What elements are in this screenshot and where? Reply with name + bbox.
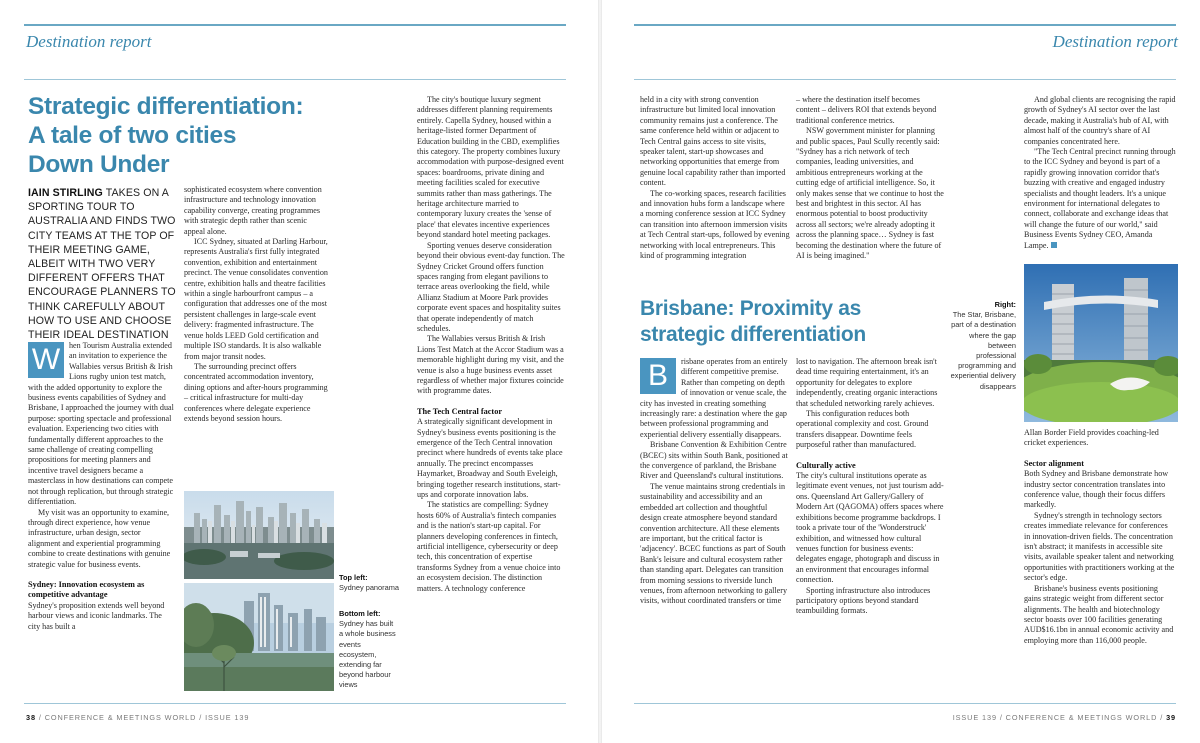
paragraph: hen Tourism Australia extended an invitation to experience the Wallabies versus British & Irish Lions rugby union test match, with the added opportunity to explore the business events capabilities of Sydney and Brisbane, I approached the journey with dual purpose: sporting spectacle and professional evaluation. Experiencing two cities with fundamentally different approaches to the same challenge of creating compelling propositions for meeting planners and incentive travel designers became a masterclass in how destinations can compete not through replication, but through strategic differentiation.	[28, 341, 174, 507]
paragraph: A strategically significant development in Sydney's business events positioning is the emergence of the Tech Central innovation precinct where hundreds of events take place annually. The precinct encompasses Haymarket, Broadway and South Eveleigh, bringing together research institutions, start-ups and corporate innovation labs.	[417, 417, 563, 500]
footer-text: ISSUE 139 / CONFERENCE & MEETINGS WORLD /	[952, 713, 1164, 722]
the-star-brisbane-photo	[1024, 264, 1178, 422]
paragraph: NSW government minister for planning and public spaces, Paul Scully recently said: "Sydney has a rich network of tech companies, leading universities, and ambitious entrepreneurs working at the cutting edge of artificial intelligence. So, it only makes sense that we continue to host the best and brightest in this sector. AI has enormous potential to boost productivity across all sectors; we're already adopting it across the planning space… Sydney is fast becoming the destination where the future of AI is being imagined."	[796, 126, 944, 261]
subheading: Sector alignment	[1024, 458, 1084, 468]
footer-rule	[634, 703, 1176, 704]
caption-right	[950, 300, 1016, 392]
paragraph: The venue maintains strong credentials in sustainability and accessibility and an embedded art collection and thoughtful design create atmosphere beyond standard convention architecture. All these elements are important, but the critical factor is 'adjacency'. BCEC functions as part of South Bank's leisure and cultural ecosystem rather than standing apart. Delegates can transition from morning sessions to riverside lunch venues, from afternoon networking to gallery visits, without coordinated transfers or time	[640, 481, 787, 606]
paragraph: held in a city with strong convention infrastructure but limited local innovation community remains just a conference. The same conference held within or adjacent to Tech Central gains access to site visits, speaker talent, start-up showcases and networking opportunities that emerge from genuine local capability rather than imported content.	[640, 95, 786, 188]
subheading: Culturally active	[796, 460, 856, 470]
right-page	[602, 0, 1200, 743]
paragraph: – where the destination itself becomes content – delivers ROI that extends beyond traditional conference metrics.	[796, 95, 937, 125]
footer-right	[953, 713, 1176, 722]
paragraph: The co-working spaces, research facilities and innovation hubs form a landscape where a morning conference session at ICC Sydney can transition into afternoon immersion visits at Tech Central start-ups, followed by evening networking with local entrepreneurs. This kind of programming integration	[640, 188, 790, 261]
paragraph: risbane operates from an entirely different competitive premise. Rather than competing on depth of innovation or venue scale, the city has invested in creating something increasingly rare: a destination where the gap between professional programming and experiential delivery essentially disappears.	[640, 357, 788, 439]
standfirst	[28, 186, 178, 342]
top-rule	[24, 24, 566, 26]
column-2	[184, 185, 330, 424]
paragraph: The Wallabies versus British & Irish Lions Test Match at the Accor Stadium was a memorable highlight during my visit, and the venue is also a huge business events asset regardless of whether major fixtures coincide with programme dates.	[417, 334, 564, 396]
footer-rule	[24, 703, 566, 704]
paragraph: My visit was an opportunity to examine, through direct experience, how venue infrastructure, urban design, sector alignment and experiential programming combine to create destinations with genuine strategic value for business events.	[28, 507, 171, 569]
caption-label: Right:	[994, 300, 1016, 309]
paragraph: Sydney's proposition extends well beyond harbour views and iconic landmarks. The city has built a	[28, 600, 165, 631]
section-header: Destination report	[1052, 32, 1178, 51]
header-rule	[634, 79, 1176, 80]
section-header: Destination report	[26, 32, 152, 51]
caption-text: Sydney panorama	[339, 583, 399, 593]
caption-label: Bottom left:	[339, 609, 381, 618]
footer-text: / CONFERENCE & MEETINGS WORLD / ISSUE 139	[38, 713, 250, 722]
headline-line-2: A tale of two cities	[28, 122, 237, 149]
paragraph: "The Tech Central precinct running through to the ICC Sydney and beyond is part of a rapidly growing innovation corridor that's buzzing with creative and engaged industry specialists and thought leaders. It's a unique environment for international delegates to connect, collaborate and exchange ideas that will change the future of our world," said Business Events Sydney CEO, Amanda Lampe.	[1024, 147, 1176, 250]
column-8	[1024, 95, 1176, 251]
article-headline	[28, 92, 358, 179]
sydney-panorama-photo	[184, 491, 334, 579]
headline-line-1: Strategic differentiation:	[28, 93, 304, 120]
author-name: IAIN STIRLING	[28, 187, 103, 199]
sydney-harbour-photo	[184, 583, 334, 691]
caption-text: Sydney has built a whole business events ecosystem, extending far beyond harbour views	[339, 619, 396, 690]
caption-bottom-left	[339, 609, 399, 691]
column-5	[796, 95, 944, 262]
paragraph: lost to navigation. The afternoon break isn't dead time requiring entertainment, it's an opportunity for delegates to explore independently, creating organic interactions that scheduled networking rarely achieves.	[796, 357, 938, 408]
caption-label: Top left:	[339, 573, 368, 582]
dropcap-w: W	[28, 342, 64, 378]
subheading: The Tech Central factor	[417, 406, 503, 416]
dropcap-b: B	[640, 358, 676, 394]
page-number: 39	[1166, 713, 1176, 722]
subheading: Sydney: Innovation ecosystem as competitive advantage	[28, 579, 145, 600]
column-4	[640, 95, 790, 262]
column-1	[28, 341, 174, 632]
column-6	[640, 357, 790, 607]
brisbane-headline	[640, 296, 960, 348]
paragraph: Both Sydney and Brisbane demonstrate how industry sector concentration translates into conference value, though their focus differs markedly.	[1024, 469, 1169, 510]
caption-text: The Star, Brisbane, part of a destination where the gap between professional programming and experiential delivery disappears	[950, 310, 1016, 391]
paragraph: ICC Sydney, situated at Darling Harbour, represents Australia's first fully integrated convention, exhibition and entertainment precinct. The venue consolidates convention centre, exhibition halls and theatre facilities within a single harbourfront campus – a configuration that addresses one of the most persistent challenges in large-scale event delivery: fragmented infrastructure. The venue holds LEED Gold certification and multiple ISO standards. It is also walkable from major transit nodes.	[184, 237, 328, 361]
paragraph: The statistics are compelling: Sydney hosts 60% of Australia's fintech companies and is the nation's start-up capital. For planners developing conferences in fintech, artificial intelligence, cybersecurity or deep tech, this concentration of expertise transforms Sydney from a venue choice into an ecosystem decision. The distinction matters. A technology conference	[417, 500, 561, 593]
paragraph: Sporting venues deserve consideration beyond their obvious event-day function. The Sydney Cricket Ground offers function spaces ranging from elegant pavilions to terrace areas overlooking the field, while Allianz Stadium at Moore Park provides corporate event spaces and hospitality suites that operate independently of match schedules.	[417, 240, 565, 333]
paragraph: Sporting infrastructure also introduces participatory options beyond standard teambuilding formats.	[796, 585, 931, 616]
paragraph: The city's boutique luxury segment addresses different planning requirements entirely. Capella Sydney, housed within a heritage-listed former Department of Education building in the CBD, exemplifies this category. The property combines luxury accommodation with purpose-designed event spaces: boardrooms, private dining and meeting facilities scaled for executive summits rather than mass gatherings. The heritage architecture married to contemporary luxury creates the 'sense of place' that elevates incentive experiences beyond standard hotel meeting packages.	[417, 95, 564, 240]
headline-line-2: strategic differentiation	[640, 323, 866, 346]
page-number: 38	[26, 713, 36, 722]
column-3	[417, 95, 565, 594]
left-page	[0, 0, 598, 743]
paragraph: sophisticated ecosystem where convention infrastructure and technology innovation capability converge, creating programmes with strategic depth rather than scenic appeal alone.	[184, 185, 322, 236]
caption-top-left	[339, 573, 399, 593]
paragraph: This configuration reduces both operational complexity and cost. Ground transfers disappear. Downtime feels purposeful rather than manufactured.	[796, 409, 929, 450]
column-9	[1024, 428, 1176, 646]
paragraph: Brisbane Convention & Exhibition Centre (BCEC) sits within South Bank, positioned at the convergence of parkland, the Brisbane River and Queensland's cultural institutions.	[640, 440, 788, 481]
end-mark-icon	[1051, 242, 1057, 248]
paragraph: Brisbane's business events positioning gains strategic weight from different sector alignments. The health and biotechnology sector boasts over 100 facilities generating AUD$16.1bn in annual economic activity and employing more than 116,000 people.	[1024, 583, 1174, 645]
paragraph: The city's cultural institutions operate as legitimate event venues, not just tourism add-ons. Queensland Art Gallery/Gallery of Modern Art (QAGOMA) offers spaces where exhibitions become programme backdrops. I took a private tour of the 'Wonderstruck' exhibition, and witnessed how cultural venues function for business events: delegates engage, photograph and discuss in an environment that encourages informal connection.	[796, 471, 944, 585]
paragraph: Allan Border Field provides coaching-led cricket experiences.	[1024, 428, 1159, 448]
paragraph: Sydney's strength in technology sectors creates immediate relevance for conferences in innovation-driven fields. The concentration isn't abstract; it manifests in accessible site visits, available speaker talent and networking opportunities with practitioners working at the sector's edge.	[1024, 510, 1175, 583]
paragraph: And global clients are recognising the rapid growth of Sydney's AI sector over the last decade, making it Australia's hub of AI, with almost half of the country's share of AI companies concentrated here.	[1024, 95, 1176, 146]
headline-line-3: Down Under	[28, 151, 170, 178]
headline-line-1: Brisbane: Proximity as	[640, 297, 861, 320]
standfirst-text: TAKES ON A SPORTING TOUR TO AUSTRALIA AND FINDS TWO CITY TEAMS AT THE TOP OF THEIR MEETING GAME, ALBEIT WITH TWO VERY DIFFERENT OFFERS THAT ENCOURAGE PLANNERS TO THINK CAREFULLY ABOUT HOW TO USE AND CHOOSE THEIR IDEAL DESTINATION	[28, 187, 176, 342]
paragraph: The surrounding precinct offers concentrated accommodation inventory, dining options and after-hours programming – critical infrastructure for multi-day conferences where delegate experience extends beyond session hours.	[184, 361, 328, 423]
footer-left	[26, 713, 249, 722]
top-rule	[634, 24, 1176, 26]
header-rule	[24, 79, 566, 80]
column-7	[796, 357, 944, 617]
